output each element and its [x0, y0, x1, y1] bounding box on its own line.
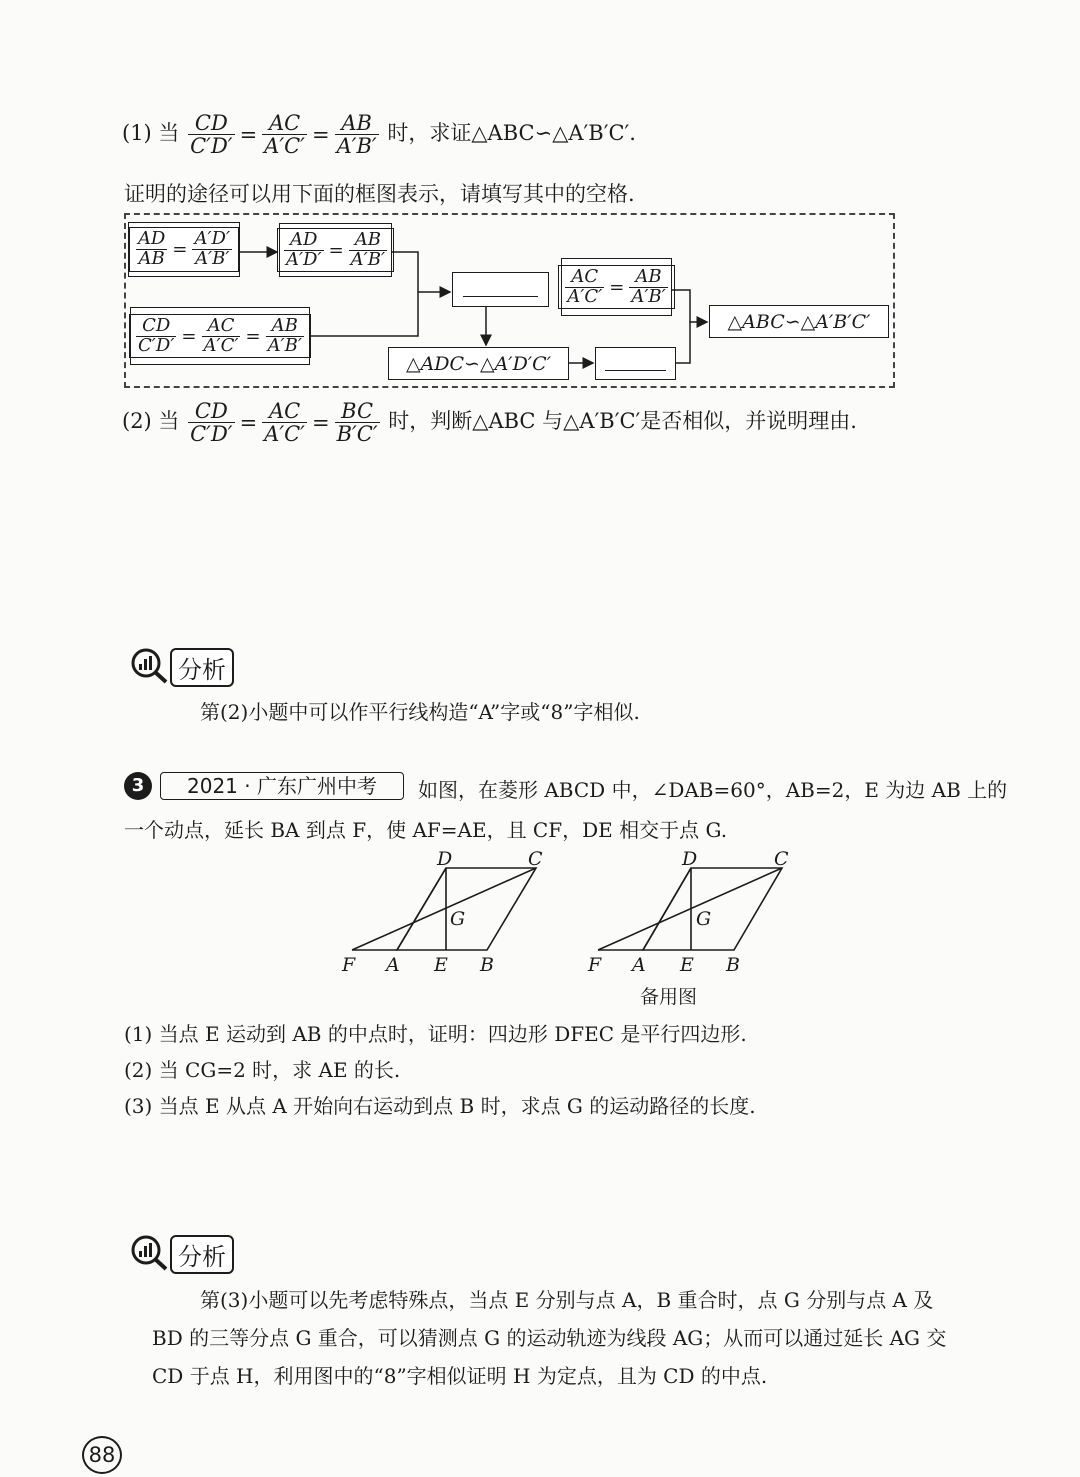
part1-statement: (1) 当 $\frac{CD}{C'D'}$ = $\frac{AC}{A'C'}$ = $\frac{AB}{A'B'}$ 时，求证△ABC∽△A′B′C′.	[122, 111, 636, 159]
part2-suffix: 时，判断△ABC 与△A′B′C′是否相似，并说明理由.	[388, 409, 857, 434]
fraction: $\frac{AB}{A'B'}$	[336, 111, 377, 159]
part1-prefix: (1) 当	[122, 121, 180, 146]
question-1: (1) 当点 E 运动到 AB 的中点时，证明：四边形 DFEC 是平行四边形.	[124, 1022, 747, 1046]
label-b: B	[480, 954, 494, 976]
fraction: $\frac{CD}{C'D'}$	[190, 111, 233, 159]
page-number: 88	[82, 1436, 122, 1474]
magnifier-chart-icon	[130, 647, 170, 685]
flow-box-adc-similar: △ADC∽△A′D′C′	[388, 347, 569, 380]
label-e: E	[434, 954, 448, 976]
analysis2-line3: CD 于点 H，利用图中的“8”字相似证明 H 为定点，且为 CD 的中点.	[152, 1364, 768, 1388]
flow-box-ac-ab: $\frac{AC}{A'C'}$ = $\frac{AB}{A'B'}$	[561, 258, 672, 316]
magnifier-chart-icon	[130, 1234, 170, 1272]
label-a: A	[386, 954, 400, 976]
problem3-line2: 一个动点，延长 BA 到点 F，使 AF=AE，且 CF，DE 相交于点 G.	[124, 818, 728, 842]
problem-source-tag: 2021 · 广东广州中考	[160, 772, 404, 800]
label-g: G	[450, 908, 466, 930]
flow-box-ad-ab: $\frac{AD}{AB}$ = $\frac{A'D'}{A'B'}$	[128, 222, 240, 277]
part2-prefix: (2) 当	[122, 409, 180, 434]
analysis2-line2: BD 的三等分点 G 重合，可以猜测点 G 的运动轨迹为线段 AG；从而可以通过延长 AG 交	[152, 1326, 947, 1350]
fraction: $\frac{AC}{A'C'}$	[264, 111, 305, 159]
question-3: (3) 当点 E 从点 A 开始向右运动到点 B 时，求点 G 的运动路径的长度.	[124, 1094, 756, 1118]
label-f: F	[588, 954, 602, 976]
fraction: $\frac{CD}{C'D'}$	[190, 399, 233, 447]
fraction: $\frac{AC}{A'C'}$	[264, 399, 305, 447]
label-d: D	[682, 848, 698, 870]
analysis-title: 分析	[170, 648, 234, 687]
label-c: C	[528, 848, 543, 870]
part1-instruction: 证明的途径可以用下面的框图表示，请填写其中的空格.	[124, 182, 635, 206]
fraction: $\frac{BC}{B'C'}$	[336, 399, 378, 447]
flow-box-ad-adp: $\frac{AD}{A'D'}$ = $\frac{AB}{A'B'}$	[279, 223, 392, 277]
analysis1-text: 第(2)小题中可以作平行线构造“A”字或“8”字相似.	[200, 700, 640, 724]
label-a: A	[632, 954, 646, 976]
flowchart-arrows	[0, 0, 1080, 420]
label-g: G	[696, 908, 712, 930]
analysis2-line1: 第(3)小题可以先考虑特殊点，当点 E 分别与点 A，B 重合时，点 G 分别与点 A 及	[200, 1288, 934, 1312]
analysis-title: 分析	[170, 1235, 234, 1274]
flow-box-result: △ABC∽△A′B′C′	[709, 305, 889, 338]
label-c: C	[774, 848, 789, 870]
label-d: D	[437, 848, 453, 870]
label-f: F	[342, 954, 356, 976]
label-b: B	[726, 954, 740, 976]
part2-statement: (2) 当 $\frac{CD}{C'D'}$ = $\frac{AC}{A'C'}$ = $\frac{BC}{B'C'}$ 时，判断△ABC 与△A′B′C′是否相似，并说明理由.	[122, 399, 857, 447]
flow-box-given-ratio: $\frac{CD}{C'D'}$ = $\frac{AC}{A'C'}$ = $\frac{AB}{A'B'}$	[130, 307, 310, 365]
problem-number: 3	[124, 772, 152, 800]
part1-suffix: 时，求证△ABC∽△A′B′C′.	[387, 121, 636, 146]
problem3-line1: 如图，在菱形 ABCD 中，∠DAB=60°，AB=2，E 为边 AB 上的	[418, 778, 1008, 802]
question-2: (2) 当 CG=2 时，求 AE 的长.	[124, 1058, 401, 1082]
spare-figure-caption: 备用图	[640, 986, 698, 1008]
label-e: E	[680, 954, 694, 976]
